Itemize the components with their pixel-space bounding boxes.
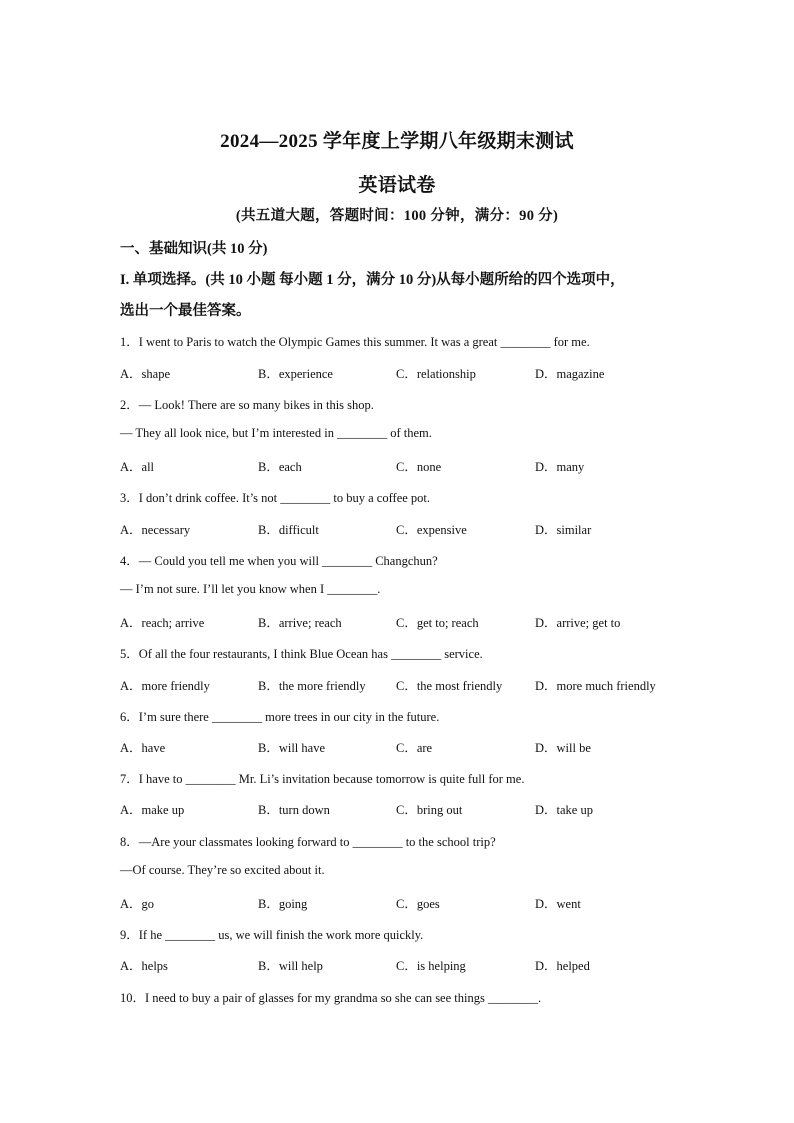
option-b: B．going (258, 897, 308, 911)
option-d: D．helped (535, 959, 590, 973)
section-heading: 一、基础知识(共 10 分) (120, 241, 268, 257)
option-a: A．go (120, 897, 155, 911)
option-c: C．bring out (396, 803, 463, 817)
question-stem: 8．—Are your classmates looking forward to ________ to the school trip? (120, 835, 496, 849)
option-d: D．magazine (535, 367, 605, 381)
option-d: D．more much friendly (535, 679, 656, 693)
option-d: D．take up (535, 803, 593, 817)
option-c: C．the most friendly (396, 679, 503, 693)
instruction-line: I. 单项选择。(共 10 小题 每小题 1 分，满分 10 分)从每小题所给的四个选项中， (120, 272, 625, 288)
option-b: B．arrive; reach (258, 616, 342, 630)
option-a: A．necessary (120, 523, 191, 537)
option-a: A．helps (120, 959, 168, 973)
option-c: C．goes (396, 897, 440, 911)
option-d: D．will be (535, 741, 591, 755)
option-a: A．have (120, 741, 166, 755)
option-a: A．reach; arrive (120, 616, 205, 630)
option-c: C．is helping (396, 959, 466, 973)
option-c: C．none (396, 460, 442, 474)
question-stem: 1．I went to Paris to watch the Olympic Games this summer. It was a great ________ for me. (120, 335, 590, 349)
option-c: C．get to; reach (396, 616, 479, 630)
question-stem: 7．I have to ________ Mr. Li’s invitation because tomorrow is quite full for me. (120, 772, 525, 786)
option-a: A．more friendly (120, 679, 210, 693)
question-stem: 5．Of all the four restaurants, I think Blue Ocean has ________ service. (120, 647, 483, 661)
question-reply: — They all look nice, but I’m interested in ________ of them. (120, 426, 432, 440)
option-b: B．experience (258, 367, 333, 381)
question-stem: 3．I don’t drink coffee. It’s not ________ to buy a coffee pot. (120, 491, 431, 505)
option-d: D．many (535, 460, 585, 474)
option-b: B．the more friendly (258, 679, 366, 693)
option-b: B．difficult (258, 523, 319, 537)
option-d: D．went (535, 897, 581, 911)
option-b: B．will help (258, 959, 323, 973)
option-b: B．turn down (258, 803, 330, 817)
option-b: B．each (258, 460, 302, 474)
question-stem: 9．If he ________ us, we will finish the work more quickly. (120, 928, 424, 942)
question-reply: —Of course. They’re so excited about it. (120, 863, 325, 877)
option-c: C．are (396, 741, 433, 755)
exam-info: (共五道大题，答题时间：100 分钟，满分：90 分) (235, 208, 559, 224)
question-reply: — I’m not sure. I’ll let you know when I ________. (120, 582, 381, 596)
option-c: C．relationship (396, 367, 476, 381)
exam-title: 2024—2025 学年度上学期八年级期末测试 (220, 131, 574, 152)
question-stem: 2．— Look! There are so many bikes in this shop. (120, 398, 374, 412)
option-a: A．shape (120, 367, 170, 381)
option-b: B．will have (258, 741, 326, 755)
option-a: A．make up (120, 803, 185, 817)
instruction-line: 选出一个最佳答案。 (120, 303, 251, 319)
option-a: A．all (120, 460, 155, 474)
option-d: D．similar (535, 523, 592, 537)
question-stem: 6．I’m sure there ________ more trees in our city in the future. (120, 710, 440, 724)
option-d: D．arrive; get to (535, 616, 621, 630)
question-stem: 10．I need to buy a pair of glasses for my grandma so she can see things ________. (120, 991, 542, 1005)
option-c: C．expensive (396, 523, 467, 537)
question-stem: 4．— Could you tell me when you will ________ Changchun? (120, 554, 438, 568)
exam-subtitle: 英语试卷 (358, 175, 436, 196)
